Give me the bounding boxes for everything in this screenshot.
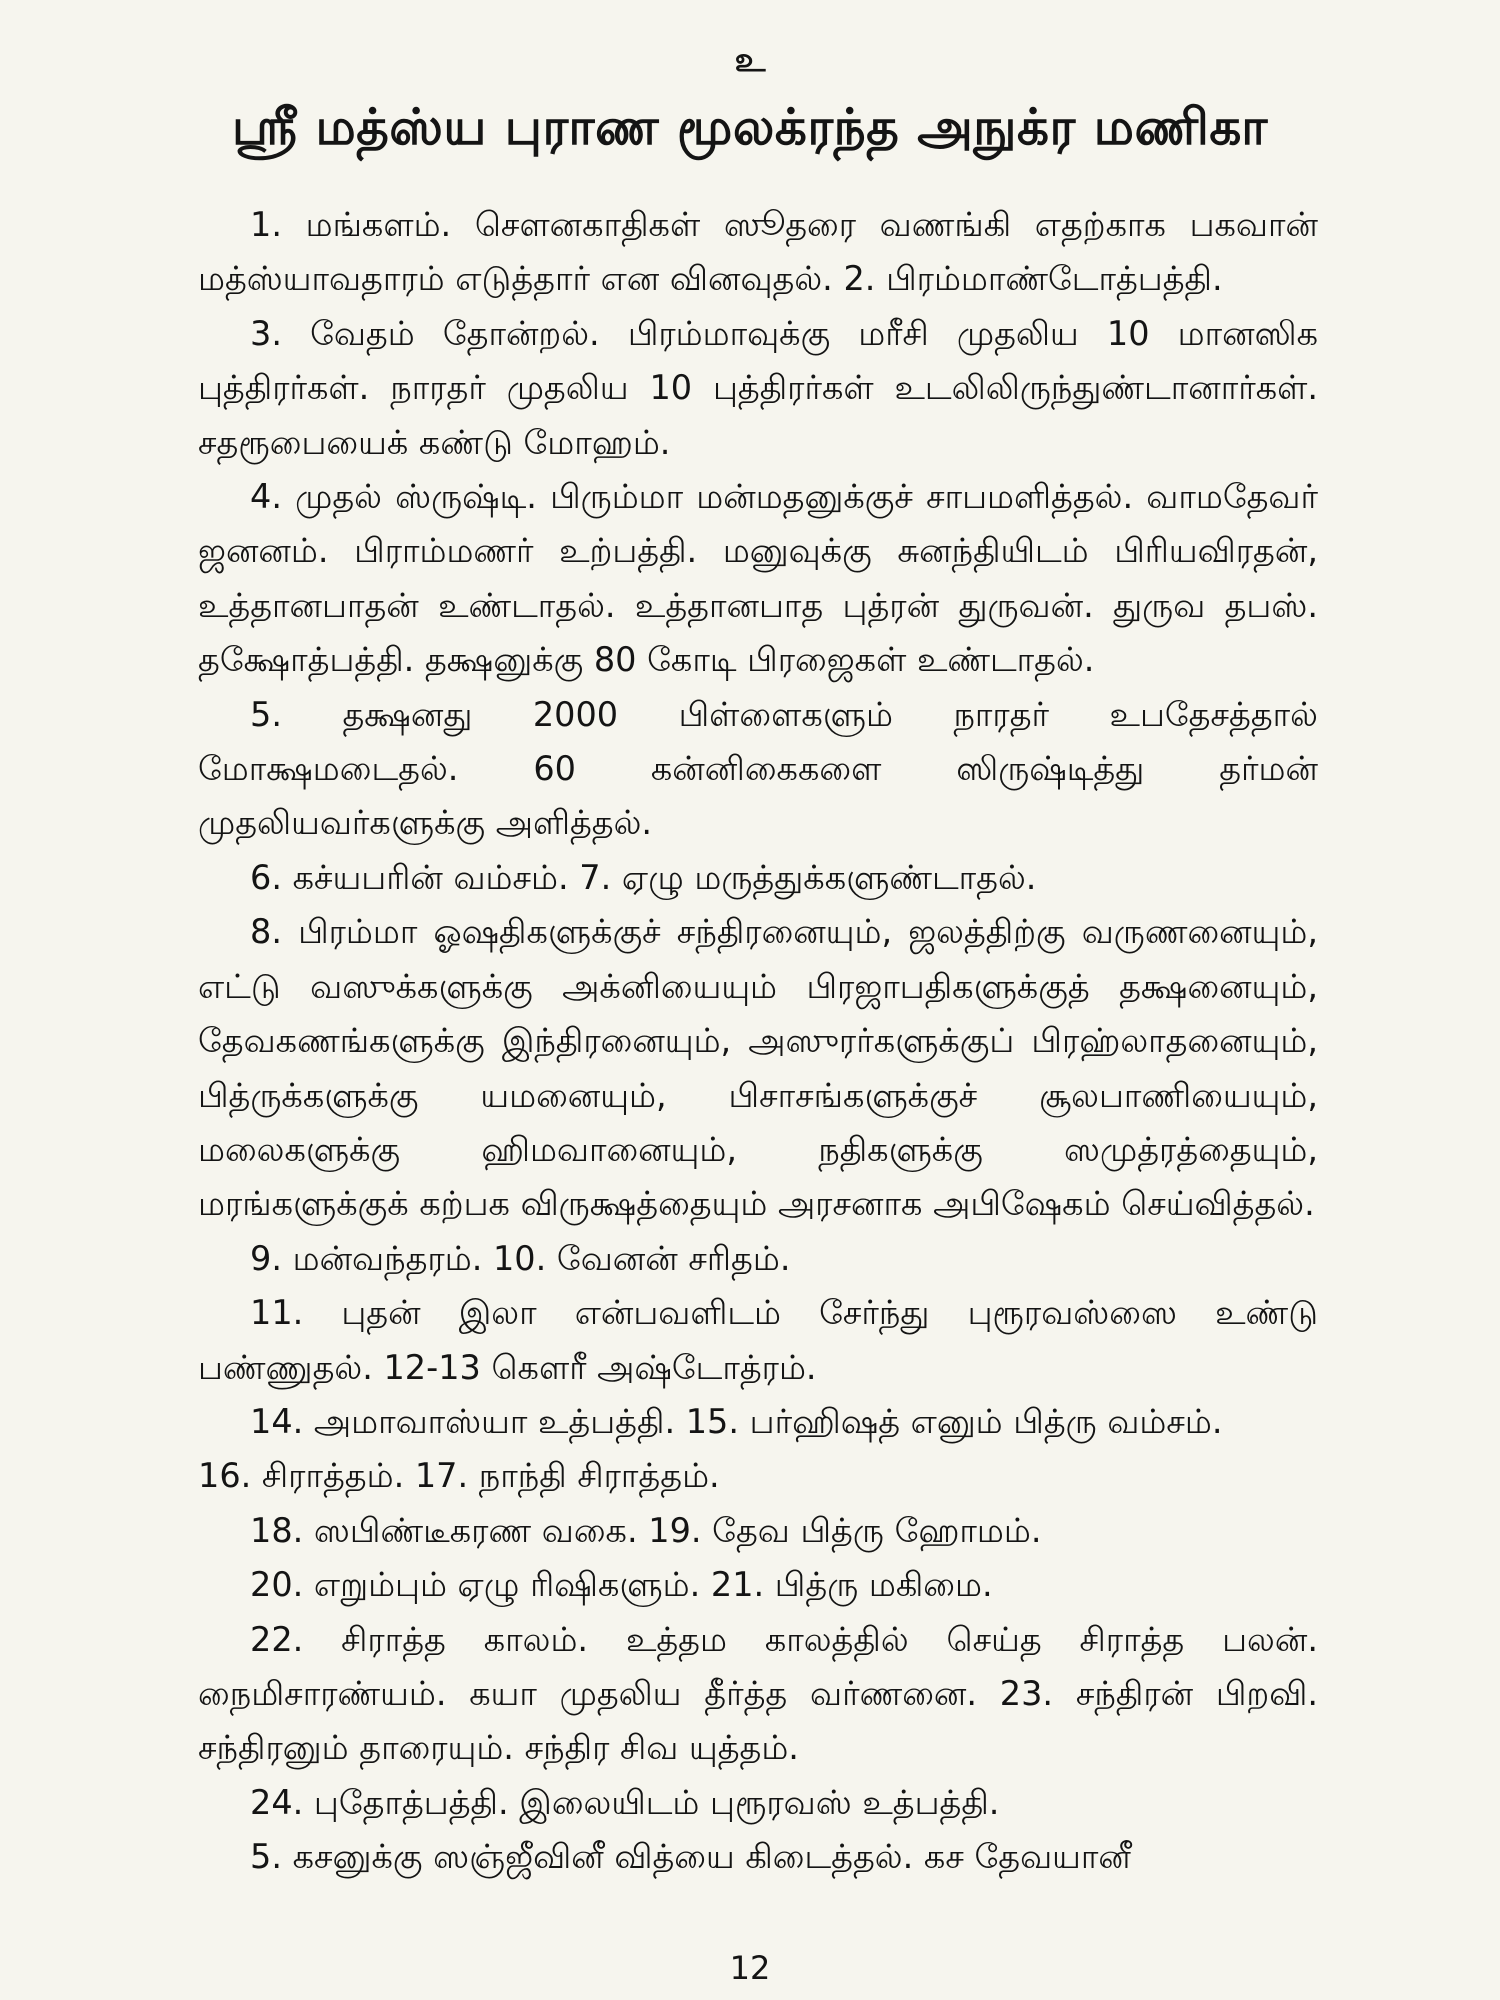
index-paragraph-4: 5. தக்ஷனது 2000 பிள்ளைகளும் நாரதர் உபதேசத்தால் மோக்ஷமடைதல். 60 கன்னிகைகளை ஸிருஷ்டித்து தர்மன் முதலியவர்களுக்கு அளித்தல். bbox=[198, 694, 1318, 843]
index-paragraph-12: 20. எறும்பும் ஏழு ரிஷிகளும். 21. பித்ரு மகிமை. bbox=[250, 1565, 993, 1605]
page-number: 12 bbox=[729, 1949, 771, 1987]
index-paragraph-13: 22. சிராத்த காலம். உத்தம காலத்தில் செய்த சிராத்த பலன். நைமிசாரண்யம். கயா முதலிய தீர்த்த வர்ணனை. 23. சந்திரன் பிறவி. சந்திரனும் தாரையும். சந்திர சிவ யுத்தம். bbox=[198, 1619, 1318, 1768]
index-paragraph-1: 1. மங்களம். சௌனகாதிகள் ஸூதரை வணங்கி எதற்காக பகவான் மத்ஸ்யாவதாரம் எடுத்தார் என வினவுதல். 2. பிரம்மாண்டோத்பத்தி. bbox=[198, 205, 1318, 299]
index-paragraph-6: 8. பிரம்மா ஓஷதிகளுக்குச் சந்திரனையும், ஜலத்திற்கு வருணனையும், எட்டு வஸுக்களுக்கு அக்னியையும் பிரஜாபதிகளுக்குத் தக்ஷனையும், தேவகணங்களுக்கு இந்திரனையும், அஸுரர்களுக்குப் பிரஹ்லாதனையும், பித்ருக்களுக்கு யமனையும், பிசாசங்களுக்குச் சூலபாணியையும், மலைகளுக்கு ஹிமவானையும், நதிகளுக்கு ஸமுத்ரத்தையும், மரங்களுக்குக் கற்பக விருக்ஷத்தையும் அரசனாக அபிஷேகம் செய்வித்தல். bbox=[198, 912, 1318, 1224]
index-paragraph-9: 14. அமாவாஸ்யா உத்பத்தி. 15. பர்ஹிஷத் எனும் பித்ரு வம்சம். bbox=[250, 1401, 1223, 1441]
page-title: ஸ்ரீ மத்ஸ்ய புராண மூலக்ரந்த அநுக்ர மணிகா bbox=[232, 98, 1268, 156]
index-paragraph-5: 6. கச்யபரின் வம்சம். 7. ஏழு மருத்துக்களுண்டாதல். bbox=[250, 857, 1037, 897]
index-paragraph-3: 4. முதல் ஸ்ருஷ்டி. பிரும்மா மன்மதனுக்குச் சாபமளித்தல். வாமதேவர் ஜனனம். பிராம்மணர் உற்பத்தி. மனுவுக்கு சுனந்தியிடம் பிரியவிரதன், உத்தானபாதன் உண்டாதல். உத்தானபாத புத்ரன் துருவன். துருவ தபஸ். தக்ஷோத்பத்தி. தக்ஷனுக்கு 80 கோடி பிரஜைகள் உண்டாதல். bbox=[198, 477, 1318, 680]
index-paragraph-7: 9. மன்வந்தரம். 10. வேனன் சரிதம். bbox=[250, 1238, 791, 1278]
index-paragraph-11: 18. ஸபிண்டீகரண வகை. 19. தேவ பித்ரு ஹோமம். bbox=[250, 1510, 1042, 1550]
index-paragraph-10: 16. சிராத்தம். 17. நாந்தி சிராத்தம். bbox=[198, 1456, 720, 1496]
index-paragraph-15: 5. கசனுக்கு ஸஞ்ஜீவினீ வித்யை கிடைத்தல். கச தேவயானீ bbox=[250, 1837, 1131, 1877]
invocation-mark: உ bbox=[734, 40, 766, 80]
index-paragraph-14: 24. புதோத்பத்தி. இலையிடம் புரூரவஸ் உத்பத்தி. bbox=[250, 1782, 1000, 1822]
index-paragraph-2: 3. வேதம் தோன்றல். பிரம்மாவுக்கு மரீசி முதலிய 10 மானஸிக புத்திரர்கள். நாரதர் முதலிய 10 புத்திரர்கள் உடலிலிருந்துண்டானார்கள். சதரூபையைக் கண்டு மோஹம். bbox=[198, 313, 1318, 462]
index-paragraph-8: 11. புதன் இலா என்பவளிடம் சேர்ந்து புரூரவஸ்ஸை உண்டு பண்ணுதல். 12-13 கௌரீ அஷ்டோத்ரம். bbox=[198, 1293, 1318, 1387]
index-body bbox=[198, 198, 1318, 1885]
